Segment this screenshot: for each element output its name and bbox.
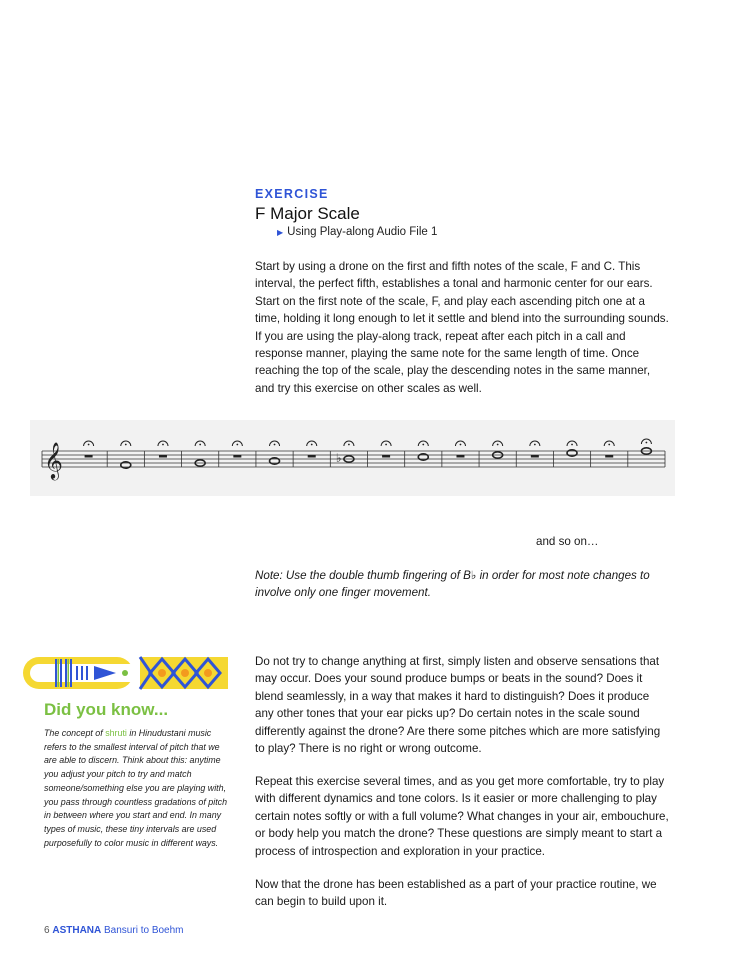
- play-icon: ▶: [277, 227, 284, 237]
- whole-rest: [382, 455, 390, 458]
- flat-sign: ♭: [335, 451, 342, 465]
- fingering-note: Note: Use the double thumb fingering of B♭ in order for most note changes to involve only one finger movement.: [255, 569, 650, 600]
- treble-clef: 𝄞: [44, 441, 63, 479]
- rest-fermata-dot: [385, 444, 387, 446]
- footer-book-title: Bansuri to Boehm: [104, 925, 184, 936]
- paragraph-observe: Do not try to change anything at first, simply listen and observe sensations that may occur. Does your sound produce bumps or beats in the sound? Does it blend seamlessly, in a way that makes it hard to distinguish? Does it produce any other tones that your ear picks up? Do certain notes in the scale sound differently against the drone? Are there some pitches which are more satisfying to play? There is no right or wrong outcome.: [255, 655, 661, 756]
- page-footer: [44, 925, 184, 936]
- shruti-term: shruti: [105, 728, 127, 738]
- note-fermata-dot: [199, 444, 201, 446]
- paragraph-build: Now that the drone has been established as a part of your practice routine, we can begin to build upon it.: [255, 878, 657, 909]
- footer-author: ASTHANA: [52, 925, 102, 936]
- sidebar-text-end: in Hinudustani music refers to the smallest interval of pitch that we are able to discern. Think about this: anytime you adjust your pitch to try and match someone/something else you are playing with, you pass through countless gradations of pitch in between where you start and end. In many types of music, these tiny intervals are used purposefully to color music in different ways.: [44, 728, 228, 848]
- note-fermata-dot: [274, 444, 276, 446]
- whole-rest: [85, 455, 93, 458]
- rest-fermata-dot: [236, 444, 238, 446]
- rest-fermata-dot: [311, 444, 313, 446]
- whole-rest: [531, 455, 539, 458]
- note-fermata-dot: [497, 444, 499, 446]
- and-so-on: and so on…: [536, 535, 599, 548]
- sidebar-text: [44, 727, 230, 850]
- audio-label: Using Play-along Audio File 1: [287, 226, 438, 238]
- staff-svg: [30, 420, 675, 496]
- whole-rest: [605, 455, 613, 458]
- note-fermata-dot: [571, 444, 573, 446]
- rest-fermata-dot: [608, 444, 610, 446]
- exercise-title: F Major Scale: [255, 204, 360, 223]
- audio-reference[interactable]: [277, 226, 437, 238]
- note-fermata-dot: [646, 442, 648, 444]
- exercise-eyebrow: EXERCISE: [255, 187, 329, 201]
- whole-rest: [308, 455, 316, 458]
- rest-fermata-dot: [460, 444, 462, 446]
- rest-fermata-dot: [534, 444, 536, 446]
- sidebar-heading: Did you know...: [44, 700, 169, 719]
- note-fermata-dot: [422, 444, 424, 446]
- flute-banner-graphic: [22, 655, 229, 691]
- rest-fermata-dot: [88, 444, 90, 446]
- intro-paragraph: Start by using a drone on the first and fifth notes of the scale, F and C. This interval, the perfect fifth, establishes a tonal and harmonic center for our ears. Start on the first note of the scale, F, and play each ascending pitch one at a time, holding it long enough to let it settle and blend into the surrounding sounds. If you are using the play-along track, repeat after each pitch in a call and response manner, playing the same note for the same length of time. Once reaching the top of the scale, play the descending notes in the same manner, and try this exercise on other scales as well.: [255, 260, 669, 395]
- sidebar-text-start: The concept of: [44, 728, 106, 738]
- whole-rest: [159, 455, 167, 458]
- note-fermata-dot: [125, 444, 127, 446]
- paragraph-repeat: Repeat this exercise several times, and as you get more comfortable, try to play with different dynamics and tone colors. Is it easier or more challenging to play certain notes softly or with a full volume? What changes in your air, embouchure, or body help you match the drone? These questions are simply meant to start a process of introspection and exploration in your practice.: [255, 775, 669, 858]
- page-number: 6: [44, 925, 50, 936]
- whole-rest: [233, 455, 241, 458]
- whole-rest: [456, 455, 464, 458]
- rest-fermata-dot: [162, 444, 164, 446]
- music-notation: [30, 420, 675, 496]
- note-fermata-dot: [348, 444, 350, 446]
